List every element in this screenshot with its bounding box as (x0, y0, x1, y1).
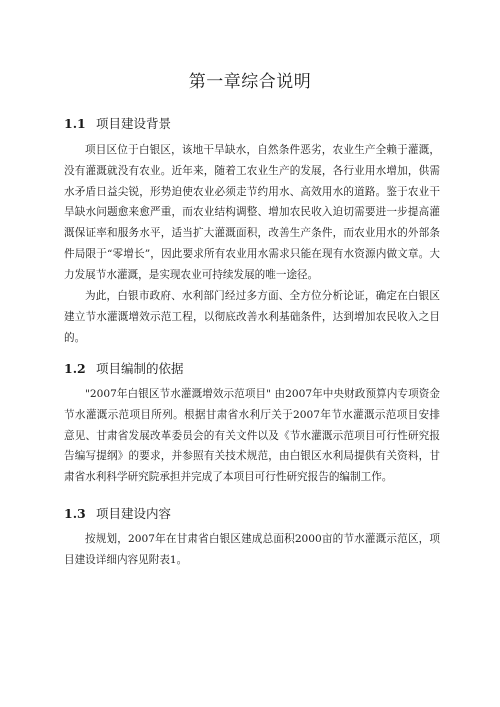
chapter-title: 第一章综合说明 (188, 72, 312, 92)
section-number: 1.2 (64, 361, 86, 376)
paragraph-basis: "2007年白银区节水灌溉增效示范项目" 由2007年中央财政预算内专项资金节水灌溉示范项目所列。根据甘肃省水利厅关于2007年节水灌溉示范项目安排意见、甘肃省发展改革委员会的有关文件以及《节水灌溉示范项目可行性研究报告编写提纲》的要求，并参照有关技术规范，由白银区水利局提供有关资料，甘肃省水利科学研究院承担并完成了本项目可行性研究报告的编制工作。 (64, 388, 440, 484)
paragraph-background-1: 项目区位于白银区，该地干旱缺水，自然条件恶劣，农业生产全赖于灌溉，没有灌溉就没有农业。近年来，随着工农业生产的发展，各行业用水增加，供需水矛盾日益尖锐，形势迫使农业必须走节约用水、高效用水的道路。鉴于农业干旱缺水问题愈来愈严重，而农业结构调整、增加农民收入迫切需要进一步提高灌溉保证率和服务水平，适当扩大灌溉面积，改善生产条件，而农业用水的外部条件局限于“零增长”，因此要求所有农业用水需求只能在现有水资源内做文章。大力发展节水灌溉，是实现农业可持续发展的唯一途径。 (64, 144, 440, 281)
section-heading-1-3 (64, 505, 171, 523)
paragraph-background-2: 为此，白银市政府、水利部门经过多方面、全方位分析论证，确定在白银区建立节水灌溉增效示范工程，以彻底改善水利基础条件，达到增加农民收入之目的。 (64, 290, 440, 344)
paragraph-content: 按规划，2007年在甘肃省白银区建成总面积2000亩的节水灌溉示范区，项目建设详细内容见附表1。 (64, 533, 440, 566)
section-title: 项目建设背景 (96, 116, 172, 131)
section-title: 项目建设内容 (96, 506, 172, 521)
section-heading-1-2 (64, 360, 184, 378)
section-number: 1.1 (64, 116, 86, 131)
section-heading-1-1 (64, 115, 171, 133)
section-title: 项目编制的依据 (96, 361, 184, 376)
section-number: 1.3 (64, 506, 86, 521)
